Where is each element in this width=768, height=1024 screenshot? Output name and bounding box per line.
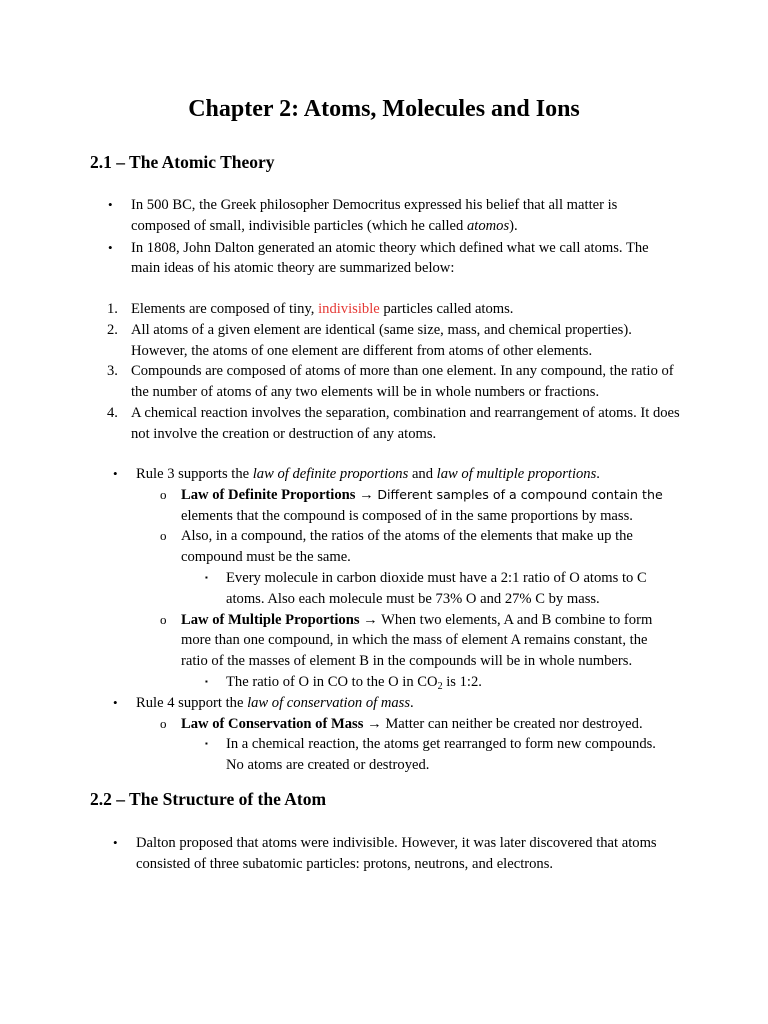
list-item-text: The ratio of O in CO to the O in $CO_2$ is 1:2. [226, 673, 482, 692]
section-heading-atomic-theory: 2.1 – The Atomic Theory [90, 152, 275, 172]
highlight-text: indivisible [318, 301, 380, 317]
square-bullet-icon: ▪ [205, 676, 208, 686]
bullet-icon: • [108, 239, 113, 255]
list-item [0, 672, 768, 693]
list-item-text: In a chemical reaction, the atoms get rearranged to form new compounds. No atoms are created or destroyed. [226, 736, 656, 774]
section-heading-atom-structure: 2.2 – The Structure of the Atom [90, 789, 327, 809]
list-item-text: Elements are composed of tiny, indivisible particles called atoms. [131, 301, 514, 317]
circle-bullet-icon: o [160, 486, 167, 502]
structure-bullet-list [0, 833, 768, 875]
list-item [0, 526, 768, 568]
list-item [0, 693, 768, 714]
list-item-text: In 500 BC, the Greek philosopher Democritus expressed his belief that all matter is composed of small, indivisible particles (which he called atomos). [131, 197, 618, 234]
square-bullet-icon: ▪ [205, 572, 208, 582]
list-item [0, 361, 768, 403]
dalton-numbered-list [0, 299, 768, 445]
list-number: 4. [107, 404, 118, 421]
list-number: 3. [107, 363, 118, 380]
list-item-text: Law of Conservation of Mass → Matter can neither be created nor destroyed. [181, 715, 643, 732]
list-item [0, 568, 768, 610]
circle-bullet-icon: o [160, 611, 167, 627]
list-item [0, 299, 768, 320]
list-item-text: Rule 4 support the law of conservation of mass. [136, 694, 414, 711]
list-item [0, 734, 768, 776]
list-item [0, 485, 768, 527]
list-number: 1. [107, 301, 118, 317]
list-number: 2. [107, 321, 118, 338]
list-item-text: Rule 3 supports the law of definite proportions and law of multiple proportions. [136, 466, 600, 482]
list-item-text: Compounds are composed of atoms of more than one element. In any compound, the ratio of the number of atoms of any two elements will be in whole numbers or fractions. [131, 363, 674, 401]
list-item [0, 610, 768, 672]
list-item [0, 403, 768, 445]
circle-bullet-icon: o [160, 528, 167, 544]
chapter-title: Chapter 2: Atoms, Molecules and Ions [188, 96, 580, 122]
intro-bullet-list [0, 195, 768, 279]
list-item-text: Law of Multiple Proportions → When two elements, A and B combine to form more than one compound, in which the mass of element A remains constant, the ratio of the masses of element B in the compounds will be in whole numbers. [181, 611, 653, 670]
list-item-text: In 1808, John Dalton generated an atomic theory which defined what we call atoms. The main ideas of his atomic theory are summarized below: [131, 239, 649, 277]
list-item-text: Every molecule in carbon dioxide must have a 2:1 ratio of O atoms to C atoms. Also each molecule must be 73% O and 27% C by mass. [226, 569, 647, 607]
list-item [0, 320, 768, 362]
bullet-icon: • [113, 466, 118, 481]
laws-list [0, 464, 768, 776]
bullet-icon: • [113, 835, 118, 850]
list-item-text: Law of Definite Proportions → Different samples of a compound contain the elements that the compound is composed of in the same proportions by mass. [181, 486, 663, 524]
list-item [0, 195, 768, 237]
list-item [0, 464, 768, 485]
square-bullet-icon: ▪ [205, 739, 208, 749]
circle-bullet-icon: o [160, 715, 167, 731]
list-item-text: Also, in a compound, the ratios of the atoms of the elements that make up the compound must be the same. [181, 528, 633, 566]
list-item-text: Dalton proposed that atoms were indivisible. However, it was later discovered that atoms consisted of three subatomic particles: protons, neutrons, and electrons. [136, 835, 657, 872]
list-item [0, 833, 768, 875]
list-item [0, 238, 768, 280]
list-item-text: All atoms of a given element are identical (same size, mass, and chemical properties). However, the atoms of one element are different from atoms of other elements. [131, 321, 632, 359]
list-item [0, 714, 768, 735]
list-item-text: A chemical reaction involves the separation, combination and rearrangement of atoms. It does not involve the creation or destruction of any atoms. [131, 404, 680, 442]
bullet-icon: • [113, 694, 118, 710]
bullet-icon: • [108, 197, 113, 212]
